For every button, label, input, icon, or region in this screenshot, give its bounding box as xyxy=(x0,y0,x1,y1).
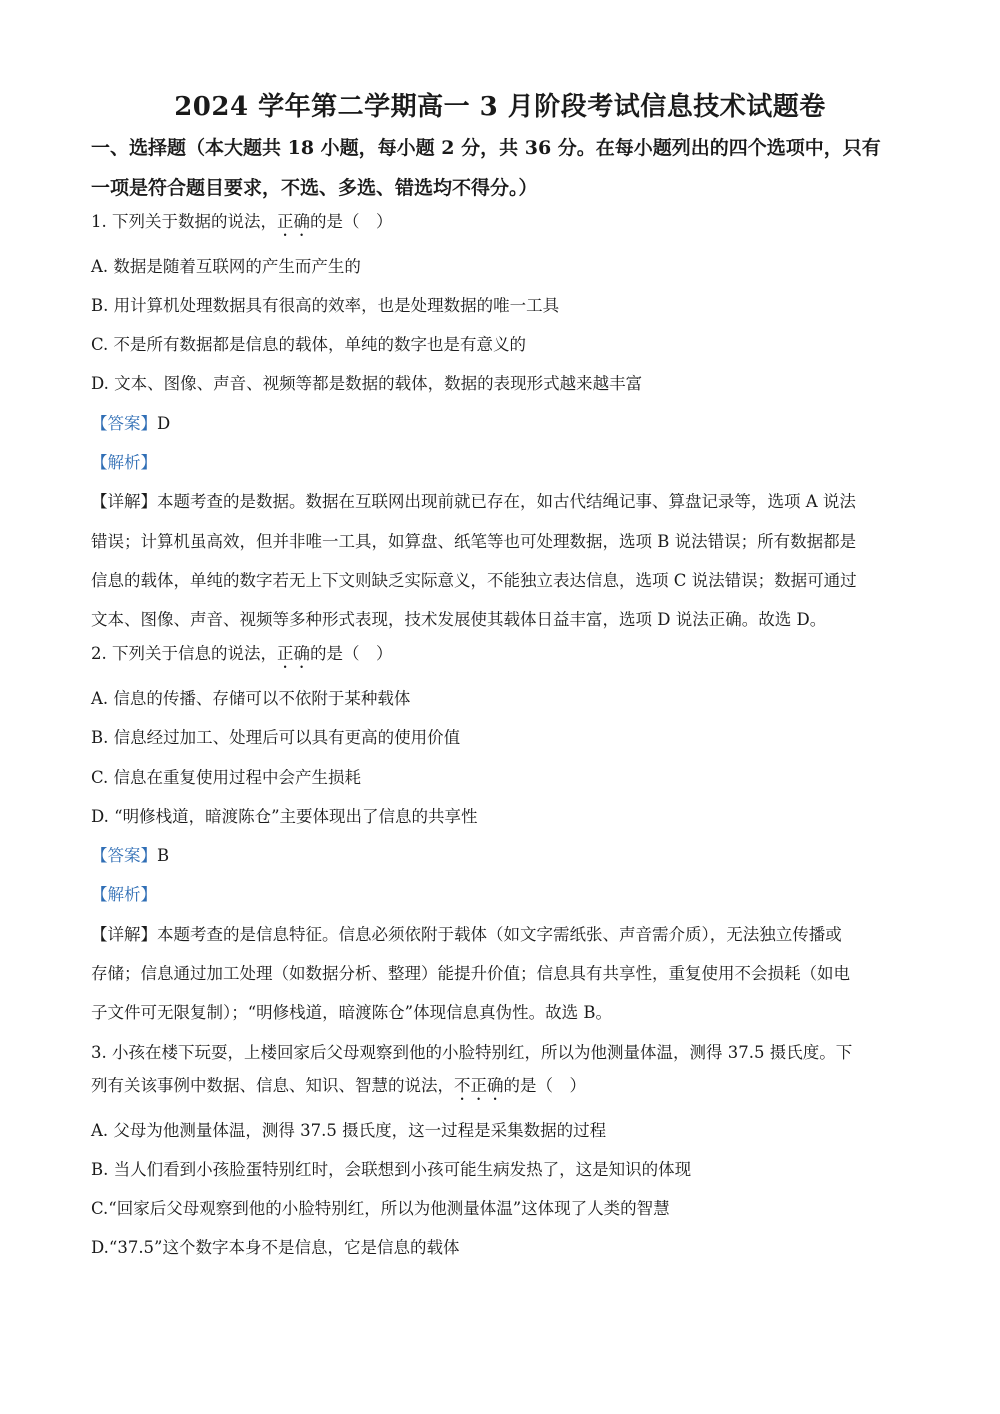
question-3-stem-prefix: 列有关该事例中数据、信息、知识、智慧的说法， xyxy=(91,1076,454,1095)
detail-tag: 【详解】 xyxy=(91,925,157,944)
question-2-option-d: D. “明修栈道，暗渡陈仓”主要体现出了信息的共享性 xyxy=(91,807,478,826)
detail-tag: 【详解】 xyxy=(91,492,157,511)
question-1-option-a: A. 数据是随着互联网的产生而产生的 xyxy=(91,257,361,276)
question-3-stem-emphasis: 不正确 xyxy=(454,1076,504,1095)
question-3-stem-line-2 xyxy=(91,1075,921,1104)
question-1-stem-emphasis: 正确 xyxy=(277,212,310,231)
question-2-detail-line-2: 存储；信息通过加工处理（如数据分析、整理）能提升价值；信息具有共享性，重复使用不会损耗（如电 xyxy=(91,964,850,983)
question-2-analysis xyxy=(91,884,921,906)
question-3-option-d: D.“37.5”这个数字本身不是信息，它是信息的载体 xyxy=(91,1238,460,1257)
answer-value: D xyxy=(157,414,171,433)
question-3-option-b: B. 当人们看到小孩脸蛋特别红时，会联想到小孩可能生病发热了，这是知识的体现 xyxy=(91,1160,692,1179)
question-1-detail-line-3: 信息的载体，单纯的数字若无上下文则缺乏实际意义，不能独立表达信息，选项 C 说法错误；数据可通过 xyxy=(91,571,857,590)
analysis-tag: 【解析】 xyxy=(91,453,157,472)
question-2-stem-prefix: 2. 下列关于信息的说法， xyxy=(91,644,277,663)
question-2-stem-emphasis: 正确 xyxy=(277,644,310,663)
question-1-stem-prefix: 1. 下列关于数据的说法， xyxy=(91,212,277,231)
question-1-detail-line-2: 错误；计算机虽高效，但并非唯一工具，如算盘、纸笔等也可处理数据，选项 B 说法错误；所有数据都是 xyxy=(91,532,857,551)
question-2-stem xyxy=(91,643,921,672)
page-title: 2024 学年第二学期高一 3 月阶段考试信息技术试题卷 xyxy=(174,92,826,122)
question-2-option-a: A. 信息的传播、存储可以不依附于某种载体 xyxy=(91,689,411,708)
question-1-stem-suffix: 的是（ ） xyxy=(310,212,393,231)
question-1-option-b: B. 用计算机处理数据具有很高的效率，也是处理数据的唯一工具 xyxy=(91,296,560,315)
detail-text: 本题考查的是信息特征。信息必须依附于载体（如文字需纸张、声音需介质），无法独立传播或 xyxy=(157,925,842,944)
question-2-detail-line-3: 子文件可无限复制）；“明修栈道，暗渡陈仓”体现信息真伪性。故选 B。 xyxy=(91,1003,612,1022)
question-2-answer xyxy=(91,845,921,867)
question-3-stem-suffix: 的是（ ） xyxy=(503,1076,586,1095)
answer-value: B xyxy=(157,846,170,865)
question-3-stem-line-1: 3. 小孩在楼下玩耍，上楼回家后父母观察到他的小脸特别红，所以为他测量体温，测得 37.5 摄氏度。下 xyxy=(91,1043,853,1062)
question-1-detail-line-4: 文本、图像、声音、视频等多种形式表现，技术发展使其载体日益丰富，选项 D 说法正确。故选 D。 xyxy=(91,610,827,629)
question-3-option-a: A. 父母为他测量体温，测得 37.5 摄氏度，这一过程是采集数据的过程 xyxy=(91,1121,607,1140)
question-1-analysis xyxy=(91,452,921,474)
analysis-tag: 【解析】 xyxy=(91,885,157,904)
question-1-answer xyxy=(91,413,921,435)
question-2-detail-line-1 xyxy=(91,924,921,946)
question-1-option-c: C. 不是所有数据都是信息的载体，单纯的数字也是有意义的 xyxy=(91,335,527,354)
question-1-option-d: D. 文本、图像、声音、视频等都是数据的载体，数据的表现形式越来越丰富 xyxy=(91,374,643,393)
detail-text: 本题考查的是数据。数据在互联网出现前就已存在，如古代结绳记事、算盘记录等，选项 A 说法 xyxy=(157,492,856,511)
question-2-option-b: B. 信息经过加工、处理后可以具有更高的使用价值 xyxy=(91,728,461,747)
answer-tag: 【答案】 xyxy=(91,414,157,433)
question-1-detail-line-1 xyxy=(91,491,921,513)
question-1-stem xyxy=(91,211,921,240)
answer-tag: 【答案】 xyxy=(91,846,157,865)
question-2-stem-suffix: 的是（ ） xyxy=(310,644,393,663)
question-3-option-c: C.“回家后父母观察到他的小脸特别红，所以为他测量体温”这体现了人类的智慧 xyxy=(91,1199,670,1218)
section-heading-line-1: 一、选择题（本大题共 18 小题，每小题 2 分，共 36 分。在每小题列出的四个选项中，只有 xyxy=(91,137,881,159)
section-heading-line-2: 一项是符合题目要求，不选、多选、错选均不得分。） xyxy=(91,177,538,199)
question-2-option-c: C. 信息在重复使用过程中会产生损耗 xyxy=(91,768,362,787)
